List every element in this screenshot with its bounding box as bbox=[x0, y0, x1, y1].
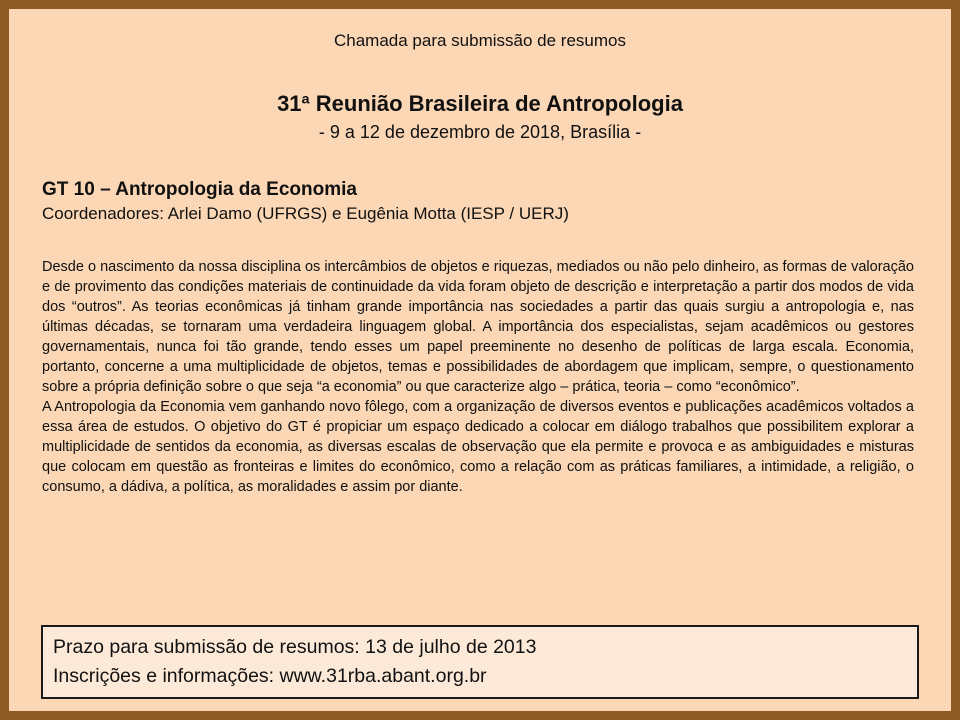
description-paragraph-1: Desde o nascimento da nossa disciplina os intercâmbios de objetos e riquezas, mediados ou não pelo dinheiro, as formas de valoração e de provimento das condições materiais de continuidade da vida foram objeto de descrição e interpretação a partir dos modos de vida dos “outros”. As teorias econômicas já tinham grande importância nas sociedades a partir das quais surgiu a antropologia e, nas últimas décadas, se tornaram uma verdadeira linguagem global. A importância dos especialistas, sejam acadêmicos ou gestores governamentais, nunca foi tão grande, tendo esses um papel preeminente no desenho de políticas de larga escala. Economia, portanto, concerne a uma multiplicidade de objetos, temas e possibilidades de abordagem que implicam, sempre, o questionamento sobre a própria definição sobre o que seja “a economia” ou que caracterize algo – prática, teoria – como “econômico”. bbox=[42, 259, 914, 395]
description-text bbox=[42, 257, 914, 497]
event-date: - 9 a 12 de dezembro de 2018, Brasília - bbox=[318, 122, 642, 142]
working-group-title: GT 10 – Antropologia da Economia bbox=[42, 179, 357, 200]
description-paragraph-2: A Antropologia da Economia vem ganhando novo fôlego, com a organização de diversos eventos e publicações acadêmicos voltados a essa área de estudos. O objetivo do GT é propiciar um espaço dedicado a colocar em diálogo trabalhos que possibilitem explorar a multiplicidade de sentidos da economia, as diversas escalas de observação que ela permite e provoca e as ambiguidades e misturas que colocam em questão as fronteiras e limites do econômico, como a relação com as práticas familiares, a intimidade, a religião, o consumo, a dádiva, a política, as moralidades e assim por diante. bbox=[42, 399, 914, 495]
deadline-box bbox=[41, 625, 919, 699]
registration-line: Inscrições e informações: www.31rba.abant.org.br bbox=[53, 665, 487, 687]
event-title: 31ª Reunião Brasileira de Antropologia bbox=[277, 91, 683, 116]
deadline-line: Prazo para submissão de resumos: 13 de julho de 2013 bbox=[53, 636, 537, 658]
coordinators-line: Coordenadores: Arlei Damo (UFRGS) e Eugênia Motta (IESP / UERJ) bbox=[42, 204, 569, 223]
call-heading: Chamada para submissão de resumos bbox=[334, 31, 626, 50]
